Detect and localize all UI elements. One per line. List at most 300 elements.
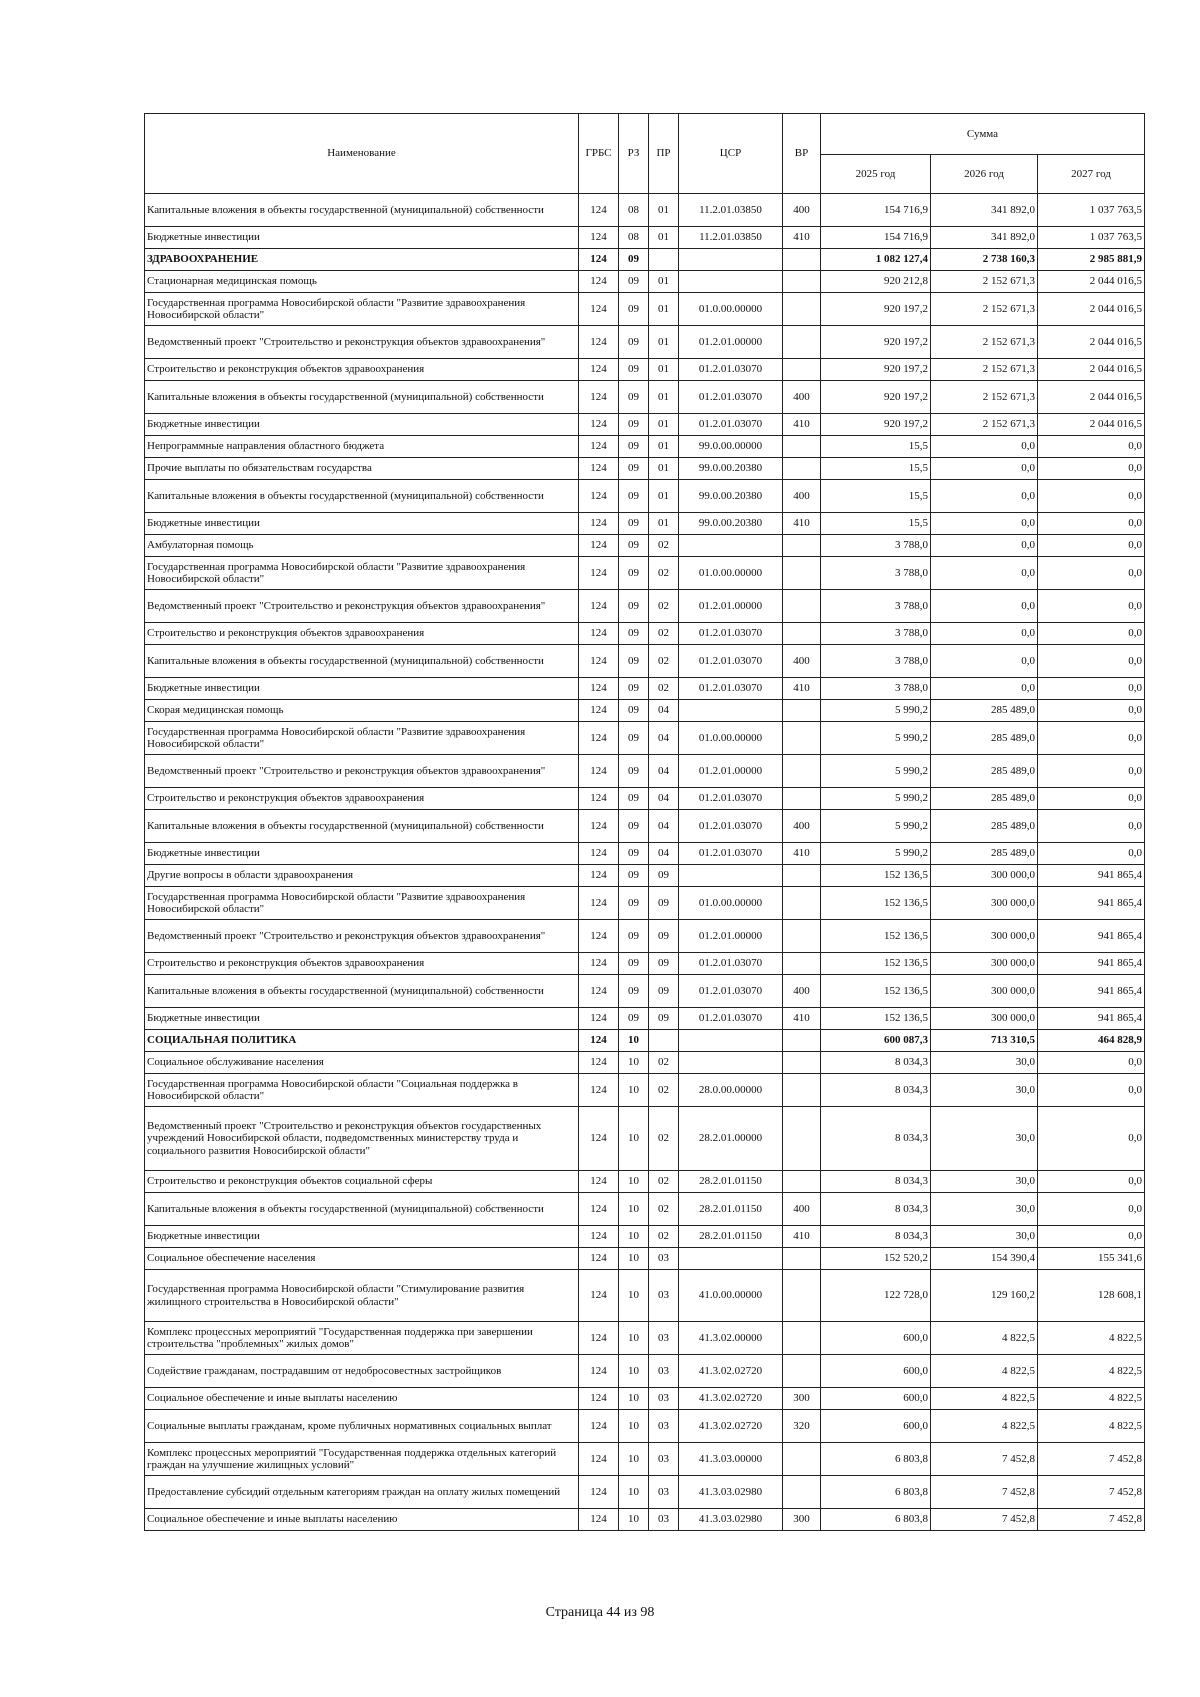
cell-sum-2027: 941 865,4 xyxy=(1038,887,1145,920)
cell-sum-2025: 5 990,2 xyxy=(821,755,931,788)
cell-pr: 02 xyxy=(649,590,679,623)
cell-name: Капитальные вложения в объекты государственной (муниципальной) собственности xyxy=(145,1193,579,1226)
cell-rz: 09 xyxy=(619,645,649,678)
cell-vr xyxy=(783,700,821,722)
cell-sum-2027: 0,0 xyxy=(1038,843,1145,865)
cell-grbs: 124 xyxy=(579,1443,619,1476)
cell-csr: 41.3.03.02980 xyxy=(679,1476,783,1509)
cell-csr: 99.0.00.20380 xyxy=(679,480,783,513)
cell-sum-2026: 0,0 xyxy=(931,513,1038,535)
cell-rz: 09 xyxy=(619,865,649,887)
cell-grbs: 124 xyxy=(579,645,619,678)
cell-pr: 04 xyxy=(649,755,679,788)
cell-vr: 410 xyxy=(783,678,821,700)
cell-vr xyxy=(783,1322,821,1355)
cell-vr xyxy=(783,590,821,623)
cell-csr: 41.3.03.00000 xyxy=(679,1443,783,1476)
cell-sum-2025: 15,5 xyxy=(821,480,931,513)
cell-sum-2025: 920 197,2 xyxy=(821,414,931,436)
cell-rz: 10 xyxy=(619,1270,649,1322)
cell-csr: 01.2.01.03070 xyxy=(679,788,783,810)
cell-sum-2025: 15,5 xyxy=(821,513,931,535)
cell-name: Капитальные вложения в объекты государственной (муниципальной) собственности xyxy=(145,975,579,1008)
cell-rz: 10 xyxy=(619,1030,649,1052)
table-row xyxy=(145,1509,1145,1531)
table-row xyxy=(145,1226,1145,1248)
cell-name: Скорая медицинская помощь xyxy=(145,700,579,722)
cell-name: Бюджетные инвестиции xyxy=(145,227,579,249)
cell-pr: 09 xyxy=(649,865,679,887)
cell-sum-2025: 600 087,3 xyxy=(821,1030,931,1052)
cell-grbs: 124 xyxy=(579,788,619,810)
cell-sum-2027: 0,0 xyxy=(1038,458,1145,480)
cell-sum-2027: 128 608,1 xyxy=(1038,1270,1145,1322)
table-row xyxy=(145,700,1145,722)
cell-vr xyxy=(783,359,821,381)
cell-vr xyxy=(783,271,821,293)
table-row xyxy=(145,227,1145,249)
cell-name: Ведомственный проект "Строительство и реконструкция объектов здравоохранения" xyxy=(145,755,579,788)
cell-csr: 01.2.01.03070 xyxy=(679,623,783,645)
cell-pr: 03 xyxy=(649,1270,679,1322)
cell-vr: 400 xyxy=(783,194,821,227)
cell-csr xyxy=(679,1030,783,1052)
cell-sum-2027: 0,0 xyxy=(1038,480,1145,513)
page-number: Страница 44 из 98 xyxy=(545,1605,655,1620)
cell-rz: 09 xyxy=(619,535,649,557)
cell-name: Социальное обеспечение и иные выплаты населению xyxy=(145,1509,579,1531)
cell-vr: 410 xyxy=(783,414,821,436)
cell-csr: 99.0.00.00000 xyxy=(679,436,783,458)
cell-sum-2027: 941 865,4 xyxy=(1038,953,1145,975)
cell-name: Капитальные вложения в объекты государственной (муниципальной) собственности xyxy=(145,194,579,227)
cell-pr: 09 xyxy=(649,953,679,975)
cell-sum-2026: 0,0 xyxy=(931,645,1038,678)
cell-sum-2025: 152 136,5 xyxy=(821,1008,931,1030)
cell-sum-2026: 30,0 xyxy=(931,1171,1038,1193)
cell-rz: 10 xyxy=(619,1322,649,1355)
cell-pr: 03 xyxy=(649,1410,679,1443)
cell-sum-2027: 0,0 xyxy=(1038,788,1145,810)
cell-csr: 28.2.01.01150 xyxy=(679,1193,783,1226)
cell-csr: 11.2.01.03850 xyxy=(679,194,783,227)
cell-name: Бюджетные инвестиции xyxy=(145,1226,579,1248)
cell-csr: 01.2.01.03070 xyxy=(679,678,783,700)
cell-pr: 04 xyxy=(649,788,679,810)
cell-sum-2027: 0,0 xyxy=(1038,1052,1145,1074)
table-row xyxy=(145,1476,1145,1509)
cell-csr xyxy=(679,1248,783,1270)
cell-name: Государственная программа Новосибирской области "Развитие здравоохранения Новосибирской области" xyxy=(145,293,579,326)
cell-rz: 09 xyxy=(619,436,649,458)
cell-name: Строительство и реконструкция объектов здравоохранения xyxy=(145,788,579,810)
table-row xyxy=(145,590,1145,623)
cell-sum-2027: 2 044 016,5 xyxy=(1038,271,1145,293)
cell-vr xyxy=(783,1476,821,1509)
section-row xyxy=(145,1030,1145,1052)
cell-sum-2025: 600,0 xyxy=(821,1388,931,1410)
cell-rz: 10 xyxy=(619,1171,649,1193)
cell-vr xyxy=(783,623,821,645)
cell-csr xyxy=(679,700,783,722)
cell-sum-2027: 0,0 xyxy=(1038,1074,1145,1107)
cell-rz: 09 xyxy=(619,249,649,271)
cell-pr: 03 xyxy=(649,1443,679,1476)
cell-sum-2026: 4 822,5 xyxy=(931,1322,1038,1355)
cell-sum-2027: 0,0 xyxy=(1038,513,1145,535)
table-row xyxy=(145,810,1145,843)
header-year-2026: 2026 год xyxy=(931,155,1038,194)
cell-rz: 10 xyxy=(619,1410,649,1443)
cell-csr: 28.0.00.00000 xyxy=(679,1074,783,1107)
cell-pr: 04 xyxy=(649,700,679,722)
cell-grbs: 124 xyxy=(579,1008,619,1030)
cell-sum-2026: 7 452,8 xyxy=(931,1476,1038,1509)
cell-rz: 09 xyxy=(619,557,649,590)
cell-pr: 01 xyxy=(649,436,679,458)
cell-vr xyxy=(783,535,821,557)
cell-grbs: 124 xyxy=(579,975,619,1008)
cell-sum-2025: 152 136,5 xyxy=(821,975,931,1008)
cell-sum-2027: 1 037 763,5 xyxy=(1038,227,1145,249)
cell-sum-2027: 2 044 016,5 xyxy=(1038,326,1145,359)
cell-csr: 01.0.00.00000 xyxy=(679,887,783,920)
cell-grbs: 124 xyxy=(579,722,619,755)
cell-grbs: 124 xyxy=(579,920,619,953)
cell-name: Другие вопросы в области здравоохранения xyxy=(145,865,579,887)
cell-csr: 28.2.01.00000 xyxy=(679,1107,783,1171)
cell-sum-2027: 2 044 016,5 xyxy=(1038,359,1145,381)
cell-vr: 410 xyxy=(783,1008,821,1030)
cell-sum-2026: 300 000,0 xyxy=(931,975,1038,1008)
cell-csr: 01.0.00.00000 xyxy=(679,293,783,326)
header-pr: ПР xyxy=(649,114,679,194)
cell-csr: 41.3.02.02720 xyxy=(679,1410,783,1443)
table-row xyxy=(145,1074,1145,1107)
cell-csr: 11.2.01.03850 xyxy=(679,227,783,249)
cell-rz: 09 xyxy=(619,678,649,700)
table-row xyxy=(145,480,1145,513)
cell-grbs: 124 xyxy=(579,227,619,249)
cell-vr xyxy=(783,953,821,975)
cell-rz: 09 xyxy=(619,293,649,326)
cell-sum-2026: 2 152 671,3 xyxy=(931,293,1038,326)
cell-sum-2025: 3 788,0 xyxy=(821,678,931,700)
cell-vr: 410 xyxy=(783,1226,821,1248)
cell-name: Прочие выплаты по обязательствам государства xyxy=(145,458,579,480)
cell-vr xyxy=(783,458,821,480)
cell-name: Бюджетные инвестиции xyxy=(145,513,579,535)
cell-sum-2027: 0,0 xyxy=(1038,678,1145,700)
cell-pr: 09 xyxy=(649,1008,679,1030)
cell-sum-2026: 285 489,0 xyxy=(931,810,1038,843)
cell-pr: 01 xyxy=(649,227,679,249)
cell-name: Строительство и реконструкция объектов здравоохранения xyxy=(145,359,579,381)
cell-pr: 02 xyxy=(649,678,679,700)
cell-grbs: 124 xyxy=(579,755,619,788)
cell-sum-2027: 4 822,5 xyxy=(1038,1388,1145,1410)
cell-csr: 01.2.01.03070 xyxy=(679,414,783,436)
cell-grbs: 124 xyxy=(579,810,619,843)
cell-csr: 41.3.02.02720 xyxy=(679,1355,783,1388)
cell-pr: 02 xyxy=(649,1226,679,1248)
cell-grbs: 124 xyxy=(579,590,619,623)
cell-name: Комплекс процессных мероприятий "Государственная поддержка при завершении строительства "проблемных" жилых домов" xyxy=(145,1322,579,1355)
cell-rz: 09 xyxy=(619,887,649,920)
cell-sum-2026: 0,0 xyxy=(931,678,1038,700)
cell-csr xyxy=(679,271,783,293)
cell-vr: 400 xyxy=(783,975,821,1008)
cell-sum-2025: 8 034,3 xyxy=(821,1171,931,1193)
cell-sum-2025: 122 728,0 xyxy=(821,1270,931,1322)
header-sum: Сумма xyxy=(821,114,1145,155)
cell-csr: 41.0.00.00000 xyxy=(679,1270,783,1322)
cell-name: Социальное обслуживание населения xyxy=(145,1052,579,1074)
cell-name: Содействие гражданам, пострадавшим от недобросовестных застройщиков xyxy=(145,1355,579,1388)
cell-rz: 10 xyxy=(619,1443,649,1476)
cell-sum-2025: 8 034,3 xyxy=(821,1074,931,1107)
cell-sum-2026: 7 452,8 xyxy=(931,1509,1038,1531)
cell-vr: 410 xyxy=(783,513,821,535)
cell-pr: 02 xyxy=(649,1107,679,1171)
table-row xyxy=(145,1410,1145,1443)
cell-rz: 09 xyxy=(619,788,649,810)
cell-grbs: 124 xyxy=(579,1030,619,1052)
cell-name: Ведомственный проект "Строительство и реконструкция объектов здравоохранения" xyxy=(145,590,579,623)
cell-pr: 02 xyxy=(649,1074,679,1107)
cell-grbs: 124 xyxy=(579,1248,619,1270)
cell-sum-2026: 2 152 671,3 xyxy=(931,414,1038,436)
cell-csr: 01.2.01.00000 xyxy=(679,755,783,788)
cell-grbs: 124 xyxy=(579,414,619,436)
cell-sum-2027: 941 865,4 xyxy=(1038,1008,1145,1030)
cell-name: Государственная программа Новосибирской области "Развитие здравоохранения Новосибирской области" xyxy=(145,557,579,590)
cell-sum-2025: 3 788,0 xyxy=(821,535,931,557)
cell-sum-2026: 0,0 xyxy=(931,458,1038,480)
cell-csr: 01.2.01.03070 xyxy=(679,810,783,843)
cell-grbs: 124 xyxy=(579,1355,619,1388)
cell-vr xyxy=(783,436,821,458)
cell-sum-2026: 300 000,0 xyxy=(931,953,1038,975)
cell-sum-2025: 5 990,2 xyxy=(821,788,931,810)
cell-csr xyxy=(679,1052,783,1074)
cell-pr: 01 xyxy=(649,414,679,436)
cell-sum-2027: 4 822,5 xyxy=(1038,1355,1145,1388)
cell-name: Ведомственный проект "Строительство и реконструкция объектов государственных учреждений Новосибирской области, подведомственных министерству труда и социального развития Новосибирской области" xyxy=(145,1107,579,1171)
cell-vr xyxy=(783,249,821,271)
table-row xyxy=(145,1388,1145,1410)
cell-pr: 02 xyxy=(649,1052,679,1074)
cell-name: Социальное обеспечение населения xyxy=(145,1248,579,1270)
cell-sum-2025: 5 990,2 xyxy=(821,700,931,722)
cell-rz: 10 xyxy=(619,1193,649,1226)
cell-vr xyxy=(783,293,821,326)
cell-grbs: 124 xyxy=(579,513,619,535)
cell-csr: 01.2.01.03070 xyxy=(679,645,783,678)
cell-sum-2026: 0,0 xyxy=(931,480,1038,513)
cell-pr: 01 xyxy=(649,381,679,414)
cell-pr: 09 xyxy=(649,920,679,953)
cell-pr: 01 xyxy=(649,271,679,293)
cell-sum-2026: 4 822,5 xyxy=(931,1410,1038,1443)
cell-sum-2025: 1 082 127,4 xyxy=(821,249,931,271)
cell-sum-2025: 154 716,9 xyxy=(821,227,931,249)
header-rz: РЗ xyxy=(619,114,649,194)
cell-sum-2027: 941 865,4 xyxy=(1038,920,1145,953)
cell-sum-2026: 300 000,0 xyxy=(931,1008,1038,1030)
cell-grbs: 124 xyxy=(579,1171,619,1193)
cell-grbs: 124 xyxy=(579,535,619,557)
cell-rz: 09 xyxy=(619,722,649,755)
cell-grbs: 124 xyxy=(579,194,619,227)
cell-grbs: 124 xyxy=(579,953,619,975)
cell-pr: 03 xyxy=(649,1509,679,1531)
cell-rz: 09 xyxy=(619,755,649,788)
cell-sum-2025: 154 716,9 xyxy=(821,194,931,227)
cell-sum-2026: 30,0 xyxy=(931,1052,1038,1074)
cell-pr: 03 xyxy=(649,1388,679,1410)
cell-sum-2026: 7 452,8 xyxy=(931,1443,1038,1476)
table-row xyxy=(145,722,1145,755)
table-row xyxy=(145,865,1145,887)
cell-sum-2025: 3 788,0 xyxy=(821,590,931,623)
cell-csr: 01.2.01.03070 xyxy=(679,381,783,414)
cell-vr xyxy=(783,920,821,953)
cell-sum-2027: 0,0 xyxy=(1038,557,1145,590)
cell-sum-2025: 8 034,3 xyxy=(821,1193,931,1226)
cell-csr: 01.2.01.00000 xyxy=(679,326,783,359)
cell-rz: 09 xyxy=(619,623,649,645)
cell-grbs: 124 xyxy=(579,293,619,326)
cell-pr: 01 xyxy=(649,359,679,381)
cell-csr: 01.0.00.00000 xyxy=(679,722,783,755)
header-csr: ЦСР xyxy=(679,114,783,194)
cell-grbs: 124 xyxy=(579,249,619,271)
cell-name: Государственная программа Новосибирской области "Развитие здравоохранения Новосибирской области" xyxy=(145,887,579,920)
cell-vr xyxy=(783,557,821,590)
cell-grbs: 124 xyxy=(579,623,619,645)
cell-vr: 410 xyxy=(783,227,821,249)
cell-pr: 01 xyxy=(649,293,679,326)
cell-name: Капитальные вложения в объекты государственной (муниципальной) собственности xyxy=(145,381,579,414)
cell-grbs: 124 xyxy=(579,865,619,887)
header-name: Наименование xyxy=(145,114,579,194)
cell-sum-2025: 600,0 xyxy=(821,1322,931,1355)
cell-grbs: 124 xyxy=(579,887,619,920)
cell-grbs: 124 xyxy=(579,326,619,359)
cell-rz: 08 xyxy=(619,227,649,249)
cell-sum-2027: 2 044 016,5 xyxy=(1038,293,1145,326)
cell-name: Непрограммные направления областного бюджета xyxy=(145,436,579,458)
table-row xyxy=(145,975,1145,1008)
cell-sum-2026: 300 000,0 xyxy=(931,887,1038,920)
cell-sum-2025: 6 803,8 xyxy=(821,1443,931,1476)
cell-pr: 09 xyxy=(649,887,679,920)
table-row xyxy=(145,326,1145,359)
table-row xyxy=(145,1171,1145,1193)
cell-vr xyxy=(783,1030,821,1052)
cell-pr: 01 xyxy=(649,458,679,480)
cell-rz: 10 xyxy=(619,1248,649,1270)
cell-vr: 320 xyxy=(783,1410,821,1443)
cell-sum-2027: 0,0 xyxy=(1038,1107,1145,1171)
cell-rz: 09 xyxy=(619,700,649,722)
cell-sum-2026: 129 160,2 xyxy=(931,1270,1038,1322)
header-grbs: ГРБС xyxy=(579,114,619,194)
cell-name: Социальное обеспечение и иные выплаты населению xyxy=(145,1388,579,1410)
cell-sum-2027: 0,0 xyxy=(1038,1226,1145,1248)
cell-csr xyxy=(679,249,783,271)
cell-csr: 41.3.02.02720 xyxy=(679,1388,783,1410)
cell-name: Государственная программа Новосибирской области "Стимулирование развития жилищного строительства в Новосибирской области" xyxy=(145,1270,579,1322)
cell-csr: 41.3.03.02980 xyxy=(679,1509,783,1531)
cell-name: Комплекс процессных мероприятий "Государственная поддержка отдельных категорий граждан на улучшение жилищных условий" xyxy=(145,1443,579,1476)
cell-grbs: 124 xyxy=(579,1226,619,1248)
cell-csr: 41.3.02.00000 xyxy=(679,1322,783,1355)
cell-csr: 01.2.01.03070 xyxy=(679,843,783,865)
cell-grbs: 124 xyxy=(579,359,619,381)
cell-sum-2025: 15,5 xyxy=(821,436,931,458)
table-row xyxy=(145,436,1145,458)
cell-grbs: 124 xyxy=(579,1270,619,1322)
table-row xyxy=(145,414,1145,436)
cell-grbs: 124 xyxy=(579,1476,619,1509)
cell-vr xyxy=(783,755,821,788)
cell-pr: 02 xyxy=(649,1171,679,1193)
cell-sum-2025: 920 212,8 xyxy=(821,271,931,293)
table-row xyxy=(145,1248,1145,1270)
cell-csr: 99.0.00.20380 xyxy=(679,513,783,535)
cell-sum-2027: 0,0 xyxy=(1038,535,1145,557)
table-row xyxy=(145,678,1145,700)
table-row xyxy=(145,557,1145,590)
cell-pr: 02 xyxy=(649,1193,679,1226)
cell-sum-2026: 341 892,0 xyxy=(931,194,1038,227)
cell-pr: 04 xyxy=(649,722,679,755)
cell-pr: 02 xyxy=(649,623,679,645)
cell-vr: 400 xyxy=(783,381,821,414)
cell-name: Строительство и реконструкция объектов здравоохранения xyxy=(145,623,579,645)
cell-sum-2027: 1 037 763,5 xyxy=(1038,194,1145,227)
cell-grbs: 124 xyxy=(579,1388,619,1410)
header-vr: ВР xyxy=(783,114,821,194)
table-row xyxy=(145,1193,1145,1226)
cell-sum-2025: 600,0 xyxy=(821,1410,931,1443)
cell-vr xyxy=(783,1248,821,1270)
cell-name: Бюджетные инвестиции xyxy=(145,678,579,700)
cell-pr: 03 xyxy=(649,1248,679,1270)
cell-rz: 09 xyxy=(619,480,649,513)
cell-pr xyxy=(649,1030,679,1052)
cell-pr: 02 xyxy=(649,557,679,590)
cell-grbs: 124 xyxy=(579,1052,619,1074)
cell-rz: 09 xyxy=(619,271,649,293)
cell-rz: 10 xyxy=(619,1355,649,1388)
table-row xyxy=(145,788,1145,810)
cell-sum-2027: 2 044 016,5 xyxy=(1038,381,1145,414)
cell-grbs: 124 xyxy=(579,557,619,590)
cell-rz: 09 xyxy=(619,975,649,1008)
cell-pr: 03 xyxy=(649,1355,679,1388)
cell-sum-2025: 152 136,5 xyxy=(821,865,931,887)
cell-pr: 02 xyxy=(649,645,679,678)
cell-vr: 400 xyxy=(783,645,821,678)
cell-grbs: 124 xyxy=(579,1074,619,1107)
cell-sum-2026: 285 489,0 xyxy=(931,788,1038,810)
table-body xyxy=(145,194,1145,1531)
cell-csr: 01.2.01.03070 xyxy=(679,359,783,381)
cell-name: Бюджетные инвестиции xyxy=(145,843,579,865)
